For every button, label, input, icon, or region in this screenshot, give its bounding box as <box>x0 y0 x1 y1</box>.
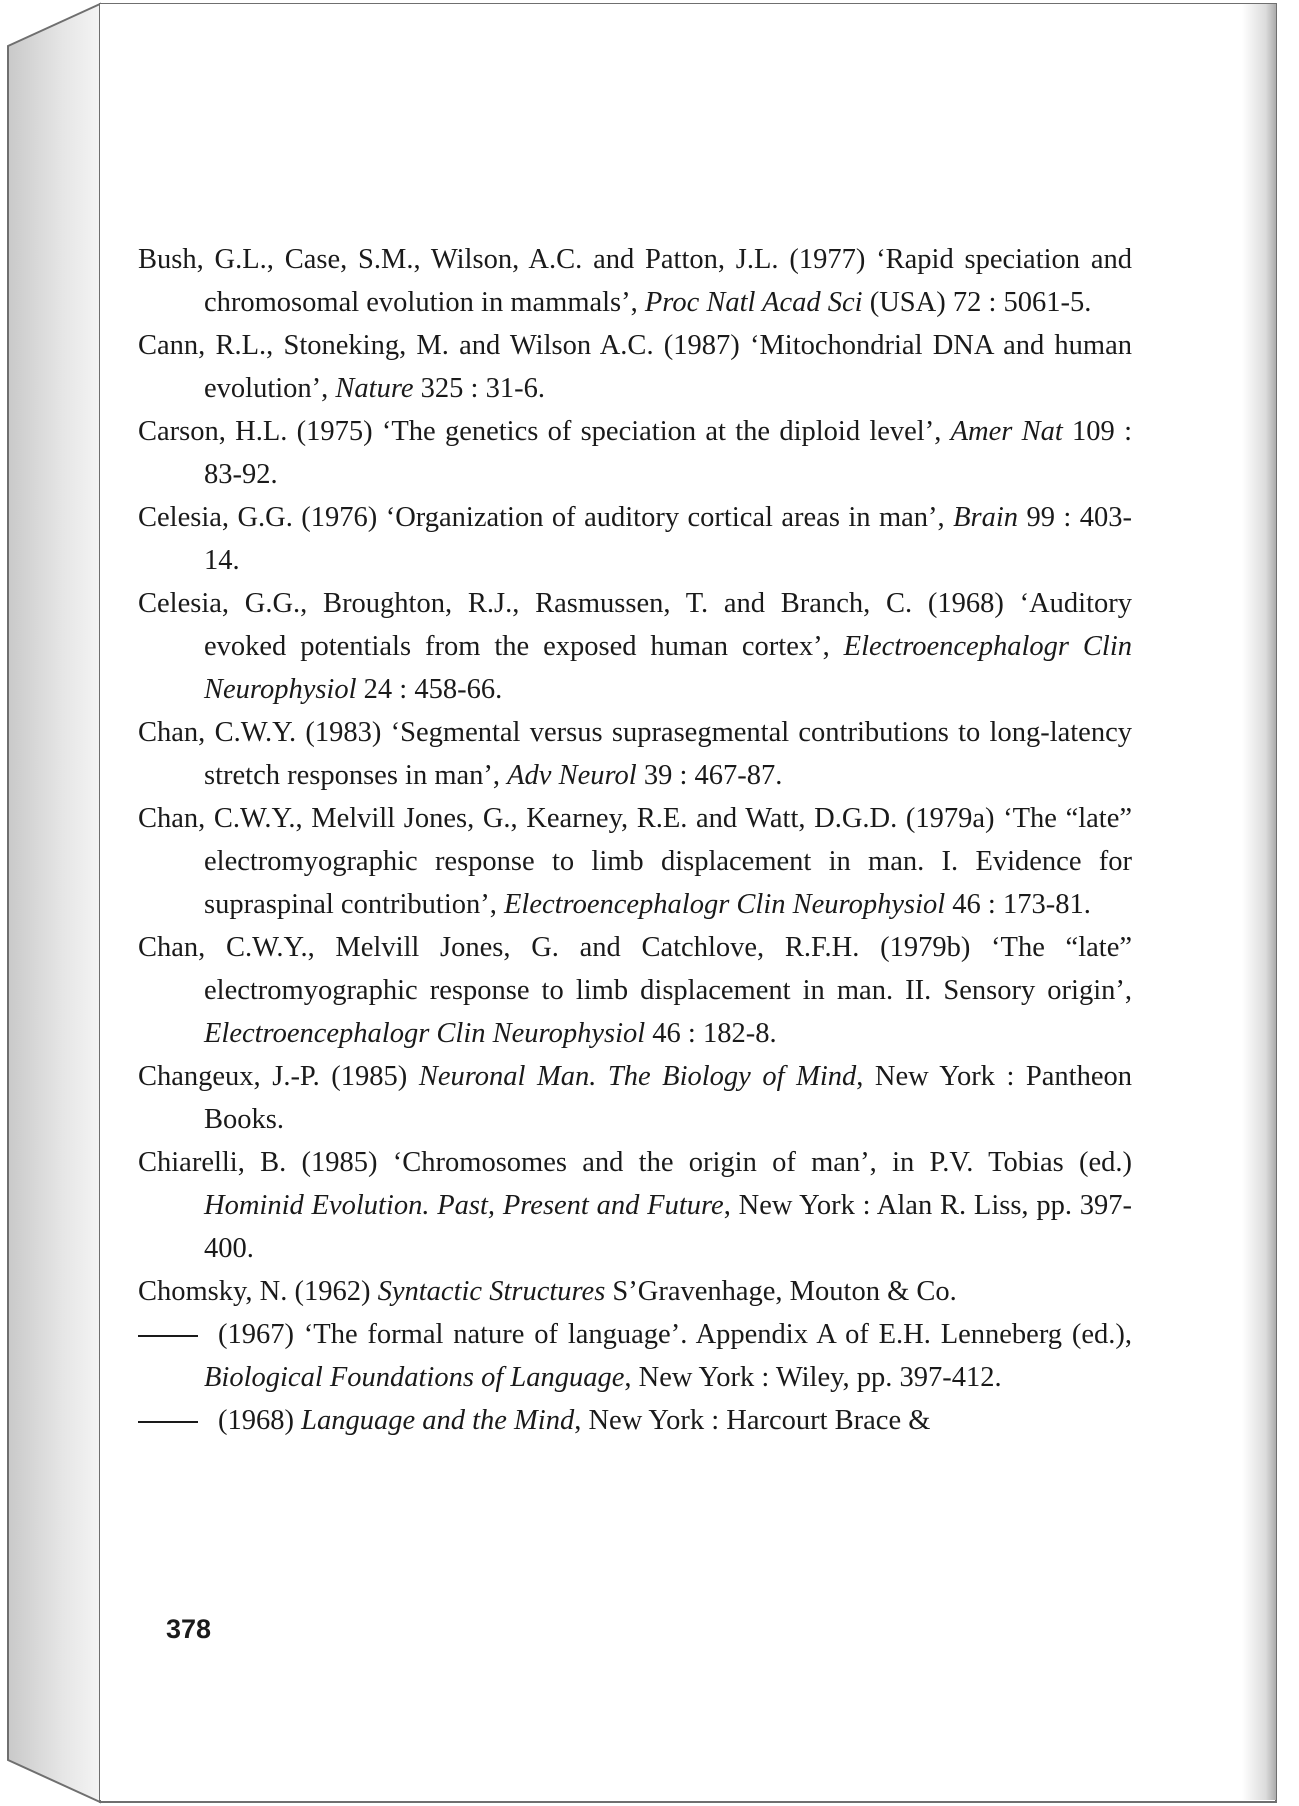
reference-text: 109 : 83-92. <box>204 416 1132 490</box>
reference-text: Chomsky, N. (1962) <box>138 1276 378 1307</box>
reference-text: Chiarelli, B. (1985) ‘Chromosomes and the origin of man’, in P.V. Tobias (ed.) <box>138 1147 1132 1178</box>
reference-list <box>138 238 1132 1442</box>
reference-entry <box>138 1055 1132 1141</box>
reference-title-italic: Brain <box>953 502 1019 533</box>
reference-entry <box>138 238 1132 324</box>
reference-text: 325 : 31-6. <box>413 373 545 404</box>
same-author-dash <box>138 1421 198 1423</box>
reference-title-italic: Syntactic Structures <box>377 1276 606 1307</box>
reference-text: (1968) <box>218 1405 302 1436</box>
reference-entry <box>138 1141 1132 1270</box>
reference-text: 39 : 467-87. <box>636 760 783 791</box>
reference-entry-continuation <box>138 1399 1132 1442</box>
page-number: 378 <box>166 1614 212 1644</box>
reference-text: Celesia, G.G., Broughton, R.J., Rasmussen, T. and Branch, C. (1968) ‘Auditory evoked potentials from the exposed human cortex’, <box>138 588 1132 662</box>
reference-entry <box>138 410 1132 496</box>
reference-text: Chan, C.W.Y. (1983) ‘Segmental versus suprasegmental contributions to long-latency stretch responses in man’, <box>138 717 1132 791</box>
reference-entry <box>138 926 1132 1055</box>
reference-entry-continuation <box>138 1313 1132 1399</box>
reference-entry <box>138 711 1132 797</box>
reference-text: , New York : Pantheon Books. <box>204 1061 1133 1135</box>
reference-title-italic: Electroencephalogr Clin Neurophysiol <box>204 631 1132 705</box>
reference-text: Carson, H.L. (1975) ‘The genetics of speciation at the diploid level’, <box>138 416 951 447</box>
page-right-shadow <box>1242 4 1276 1800</box>
reference-title-italic: Electroencephalogr Clin Neurophysiol <box>504 889 946 920</box>
reference-text: Cann, R.L., Stoneking, M. and Wilson A.C. (1987) ‘Mitochondrial DNA and human evolution’, <box>138 330 1132 404</box>
reference-entry <box>138 582 1132 711</box>
book-spine-side <box>8 4 100 1802</box>
reference-title-italic: Proc Natl Acad Sci <box>644 287 863 318</box>
reference-text: S’Gravenhage, Mouton & Co. <box>605 1276 957 1307</box>
reference-title-italic: Biological Foundations of Language <box>204 1362 625 1393</box>
reference-text: Changeux, J.-P. (1985) <box>138 1061 419 1092</box>
reference-text: Celesia, G.G. (1976) ‘Organization of auditory cortical areas in man’, <box>138 502 954 533</box>
reference-title-italic: Adv Neurol <box>507 760 637 791</box>
reference-text: , New York : Alan R. Liss, pp. 397-400. <box>204 1190 1133 1264</box>
reference-entry <box>138 797 1132 926</box>
reference-text: Chan, C.W.Y., Melvill Jones, G., Kearney, R.E. and Watt, D.G.D. (1979a) ‘The “late” electromyographic response to limb displacement in man. I. Evidence for supraspinal contribution’, <box>138 803 1132 920</box>
reference-entry <box>138 496 1132 582</box>
reference-text: 24 : 458-66. <box>356 674 503 705</box>
reference-text: (1967) ‘The formal nature of language’. Appendix A of E.H. Lenneberg (ed.), <box>218 1319 1132 1350</box>
reference-title-italic: Neuronal Man. The Biology of Mind <box>418 1061 857 1092</box>
reference-text: 46 : 173-81. <box>945 889 1091 920</box>
reference-entry <box>138 1270 1132 1313</box>
reference-text: Chan, C.W.Y., Melvill Jones, G. and Catchlove, R.F.H. (1979b) ‘The “late” electromyographic response to limb displacement in man. II. Sensory origin’, <box>138 932 1132 1006</box>
reference-text: (USA) 72 : 5061-5. <box>862 287 1092 318</box>
reference-text: , New York : Harcourt Brace & <box>574 1405 931 1436</box>
reference-entry <box>138 324 1132 410</box>
same-author-dash <box>138 1335 198 1337</box>
reference-title-italic: Nature <box>335 373 414 404</box>
reference-title-italic: Language and the Mind <box>301 1405 575 1436</box>
reference-text: 99 : 403-14. <box>204 502 1132 576</box>
reference-text: 46 : 182-8. <box>645 1018 777 1049</box>
reference-text: , New York : Wiley, pp. 397-412. <box>624 1362 1002 1393</box>
reference-text: Bush, G.L., Case, S.M., Wilson, A.C. and Patton, J.L. (1977) ‘Rapid speciation and chromosomal evolution in mammals’, <box>138 244 1132 318</box>
reference-title-italic: Electroencephalogr Clin Neurophysiol <box>204 1018 646 1049</box>
reference-title-italic: Hominid Evolution. Past, Present and Future <box>204 1190 724 1221</box>
reference-title-italic: Amer Nat <box>950 416 1063 447</box>
